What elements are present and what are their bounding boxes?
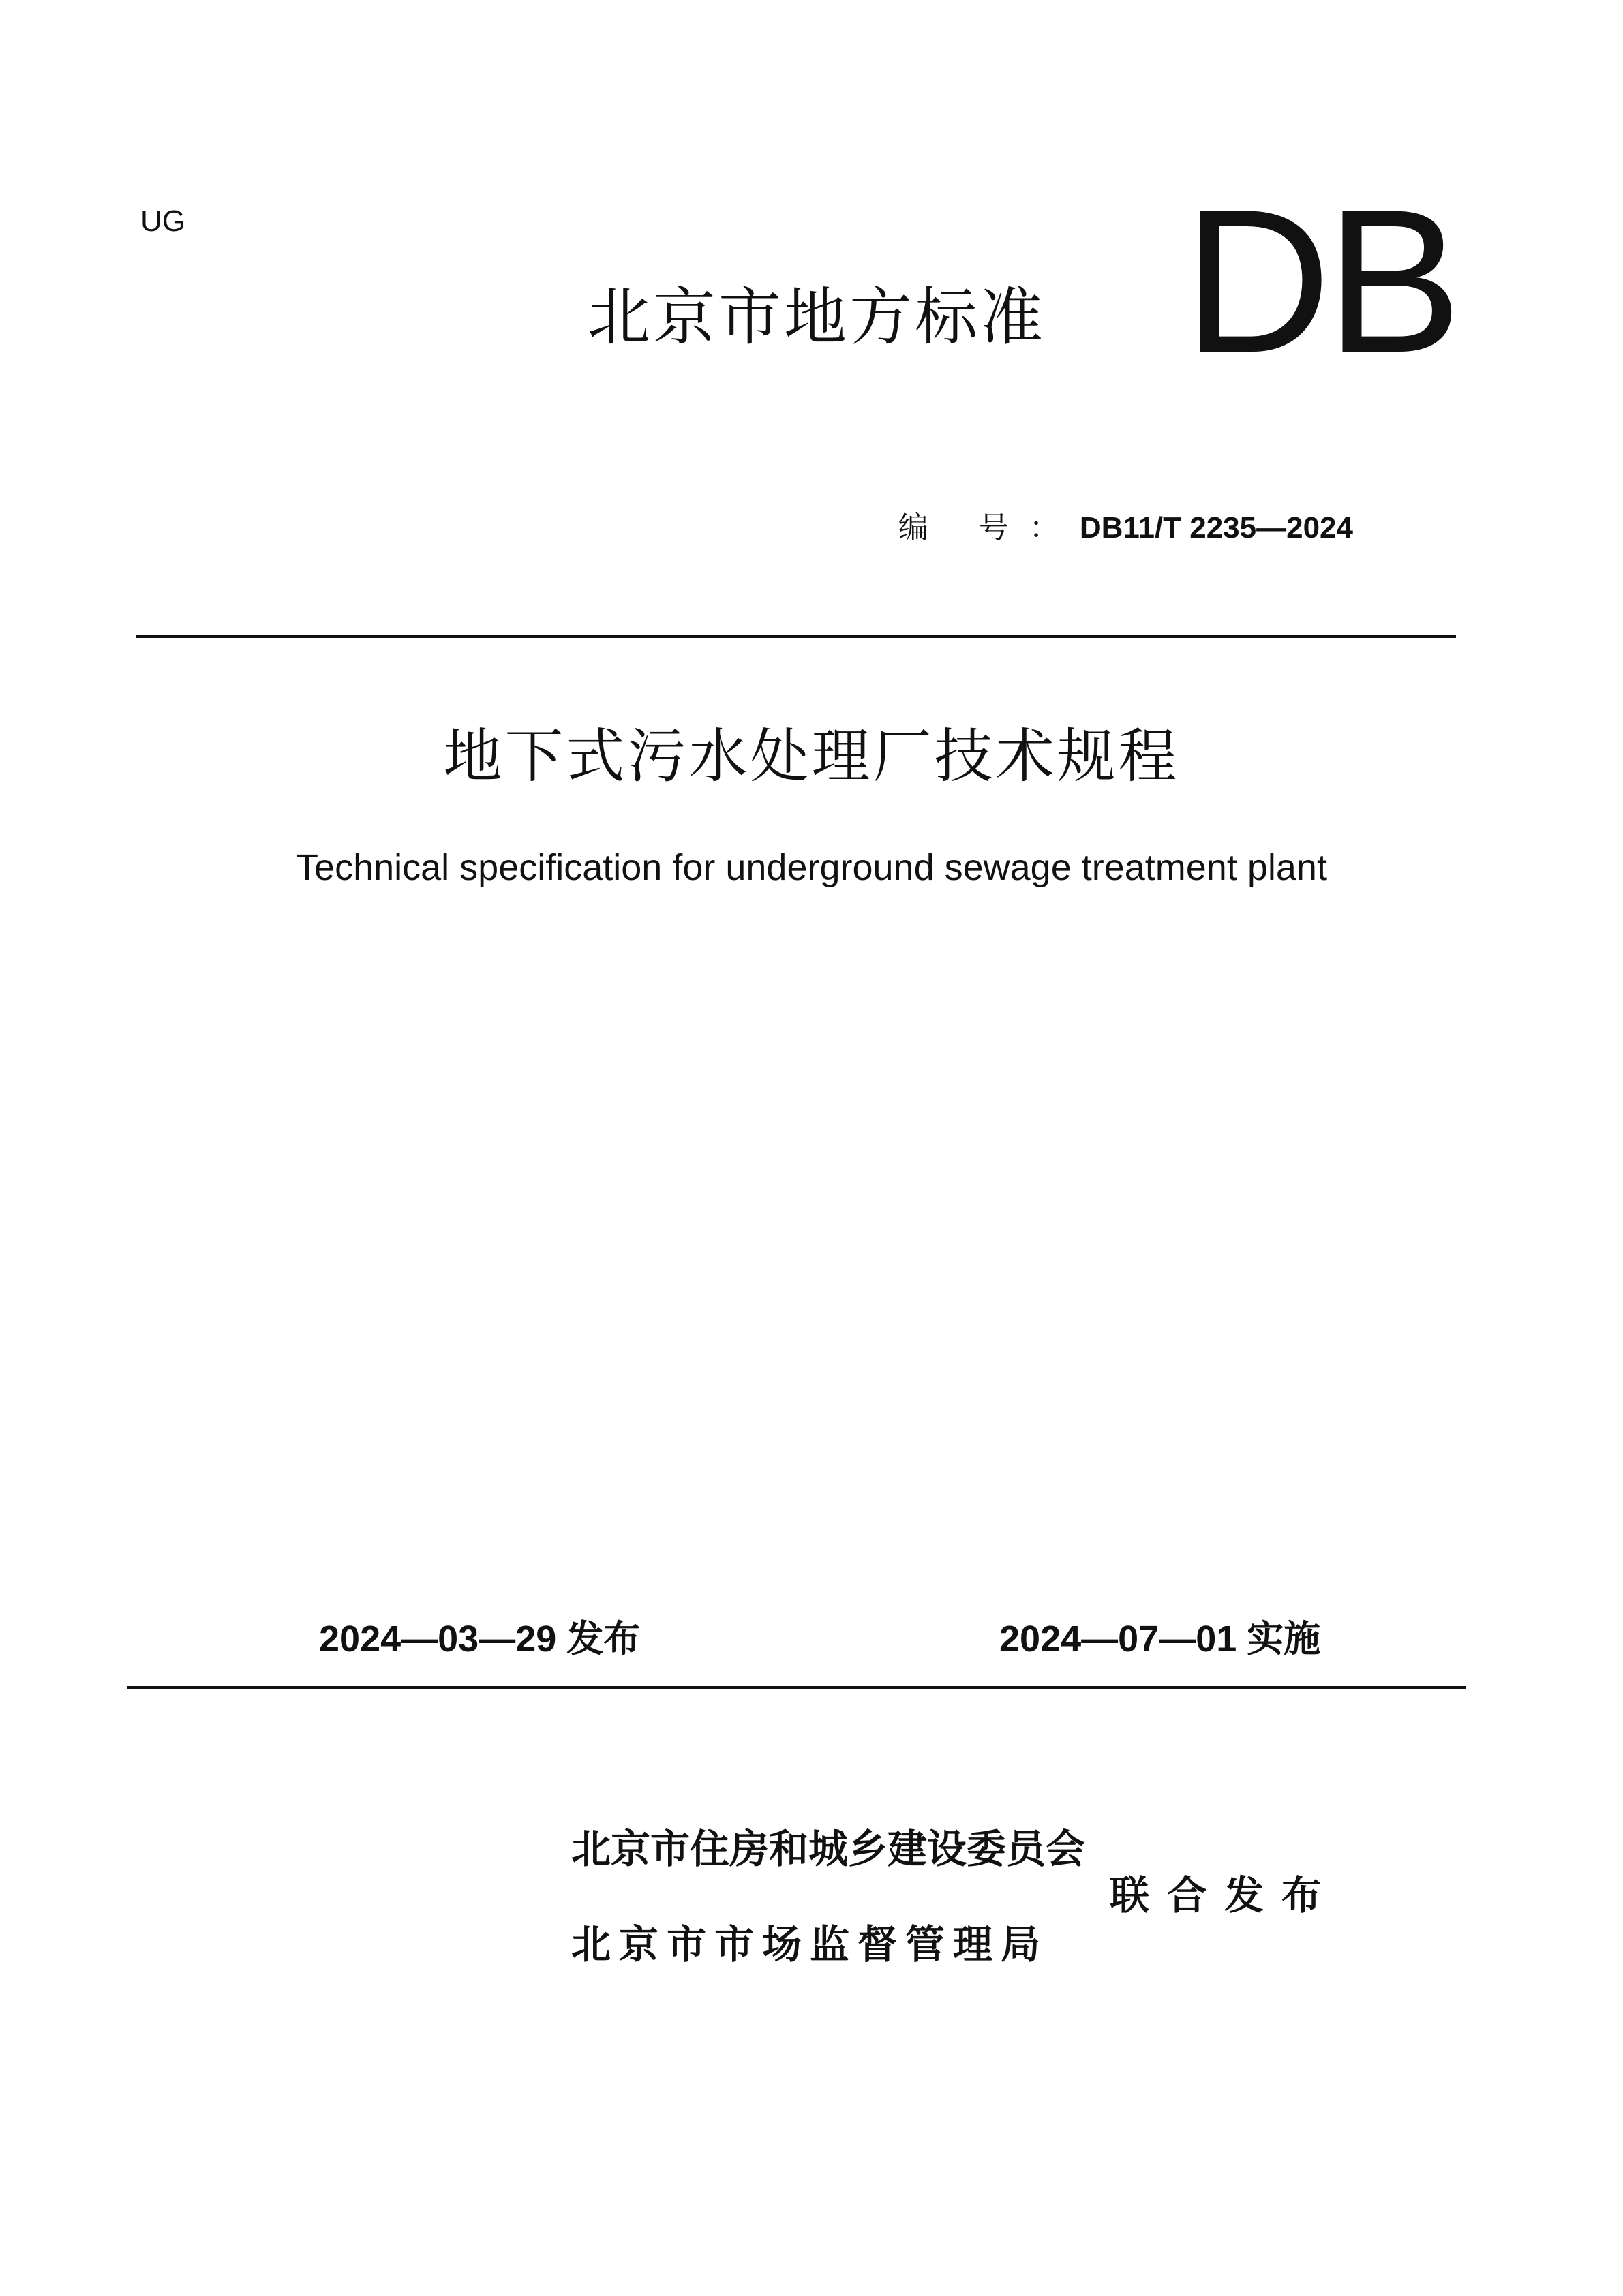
- standard-number-value: DB11/T 2235—2024: [1079, 511, 1353, 545]
- issuer-housing-commission: 北京市住房和城乡建设委员会: [571, 1826, 1086, 1872]
- top-divider: [136, 635, 1456, 638]
- standard-type-heading: 北京市地方标准: [588, 281, 1046, 354]
- db-logo-mark: DB: [1183, 166, 1457, 395]
- standard-number-label: 编 号：: [898, 510, 1080, 545]
- ics-code: UG: [140, 204, 185, 238]
- document-title-english: Technical specification for underground sewage treatment plant: [296, 847, 1327, 888]
- document-title-chinese: 地下式污水处理厂技术规程: [443, 722, 1180, 791]
- publish-date: 2024—03—29 发布: [319, 1619, 641, 1659]
- implementation-date: 2024—07—01 实施: [999, 1619, 1321, 1659]
- standard-number: [898, 503, 1353, 547]
- joint-issue-label: 联合发布: [1110, 1872, 1339, 1918]
- issuer-market-regulation: 北京市市场监督管理局: [571, 1921, 1049, 1968]
- bottom-divider: [127, 1686, 1466, 1689]
